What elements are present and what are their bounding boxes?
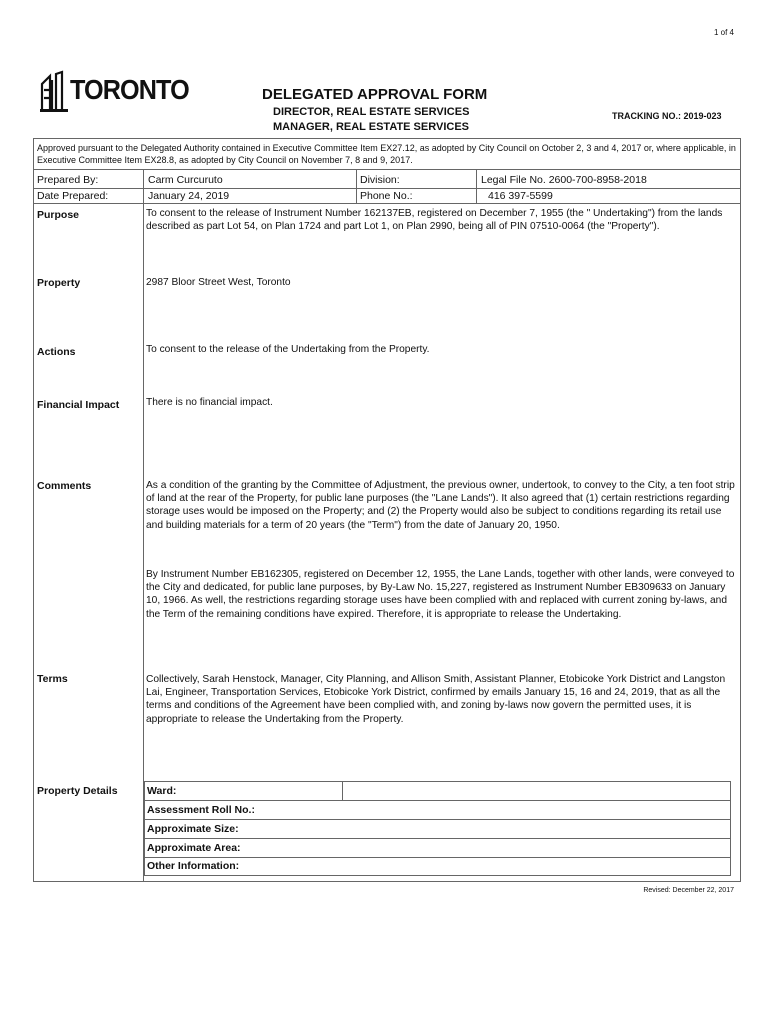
terms-label: Terms	[37, 673, 68, 685]
purpose-label: Purpose	[37, 209, 80, 221]
tracking-number: TRACKING NO.: 2019-023	[612, 111, 722, 121]
financial-impact-label: Financial Impact	[37, 399, 120, 411]
phone-value: 416 397-5599	[488, 190, 553, 202]
page-number: 1 of 4	[713, 28, 734, 37]
divider	[476, 169, 477, 203]
property-label: Property	[37, 277, 81, 289]
financial-impact-text: There is no financial impact.	[146, 397, 273, 408]
comments-label: Comments	[37, 480, 92, 492]
approximate-area-label: Approximate Area:	[147, 842, 241, 854]
divider	[356, 169, 357, 203]
authority-statement: Approved pursuant to the Delegated Authority contained in Executive Committee Item EX27.12, as adopted by City Council on October 2, 3 and 4, 2017 or, where applicable, in Executive Committee Item EX28.8, as adopted by City Council on November 7, 8 and 9, 2017.	[37, 143, 736, 165]
date-prepared-label: Date Prepared:	[37, 190, 109, 202]
divider	[143, 169, 144, 882]
logo-wordmark: TORONTO	[70, 74, 189, 105]
prepared-by-value: Carm Curcuruto	[148, 174, 223, 186]
subtitle-director: DIRECTOR, REAL ESTATE SERVICES	[273, 106, 470, 118]
form-title: DELEGATED APPROVAL FORM	[262, 86, 488, 103]
divider	[342, 781, 343, 800]
property-text: 2987 Bloor Street West, Toronto	[146, 277, 291, 288]
prepared-by-label: Prepared By:	[37, 174, 99, 186]
comments-paragraph-1: As a condition of the granting by the Committee of Adjustment, the previous owner, undertook, to convey to the City, a ten foot strip of land at the rear of the Property, for public lane purposes (the "Lane Lands"). It also agreed that (1) certain restrictions regarding storage uses would be imposed on the Property; and (2) the Property would also be subject to conditions regarding its retail use and building materials for a term of 20 years (the "Term") from the date of January 20, 1950.	[146, 480, 735, 531]
legal-file-number: Legal File No. 2600-700-8958-2018	[481, 174, 647, 186]
division-label: Division:	[360, 174, 400, 186]
actions-text: To consent to the release of the Undertaking from the Property.	[146, 344, 430, 355]
assessment-roll-label: Assessment Roll No.:	[147, 804, 255, 816]
subtitle-manager: MANAGER, REAL ESTATE SERVICES	[273, 121, 469, 133]
approximate-size-label: Approximate Size:	[147, 823, 239, 835]
comments-paragraph-2: By Instrument Number EB162305, registered on December 12, 1955, the Lane Lands, together with other lands, were conveyed to the City and dedicated, for public lane purposes, by By-Law No. 15,227, registered as Instrument Number EB309633 on January 10, 1966. As well, the restrictions regarding storage uses have been complied with and replaced with current zoning by-laws, and the Term of the remaining conditions have expired. Therefore, it is appropriate to release the Undertaking.	[146, 569, 735, 620]
revised-date: Revised: December 22, 2017	[643, 887, 734, 894]
terms-text: Collectively, Sarah Henstock, Manager, City Planning, and Allison Smith, Assistant Planner, Etobicoke York District and Langston Lai, Engineer, Transportation Services, Etobicoke York District, confirmed by emails January 15, 16 and 24, 2019, that as all the terms and conditions of the Agreement have been complied with, and zoning by-laws now govern the permitted uses, it is appropriate to release the Undertaking from the Property.	[146, 674, 726, 725]
date-prepared-value: January 24, 2019	[148, 190, 230, 202]
purpose-text: To consent to the release of Instrument Number 162137EB, registered on December 7, 1955 (the " Undertaking") from the lands described as part Lot 54, on Plan 1724 and part Lot 1, on Plan 2990, being all of PIN 07510-0064 (the "Property").	[146, 208, 723, 233]
actions-label: Actions	[37, 346, 76, 358]
phone-label: Phone No.:	[360, 190, 413, 202]
divider	[33, 203, 741, 204]
other-information-label: Other Information:	[147, 860, 240, 872]
property-details-label: Property Details	[37, 785, 118, 797]
divider	[33, 169, 741, 170]
ward-label: Ward:	[147, 785, 177, 797]
divider	[33, 188, 741, 189]
